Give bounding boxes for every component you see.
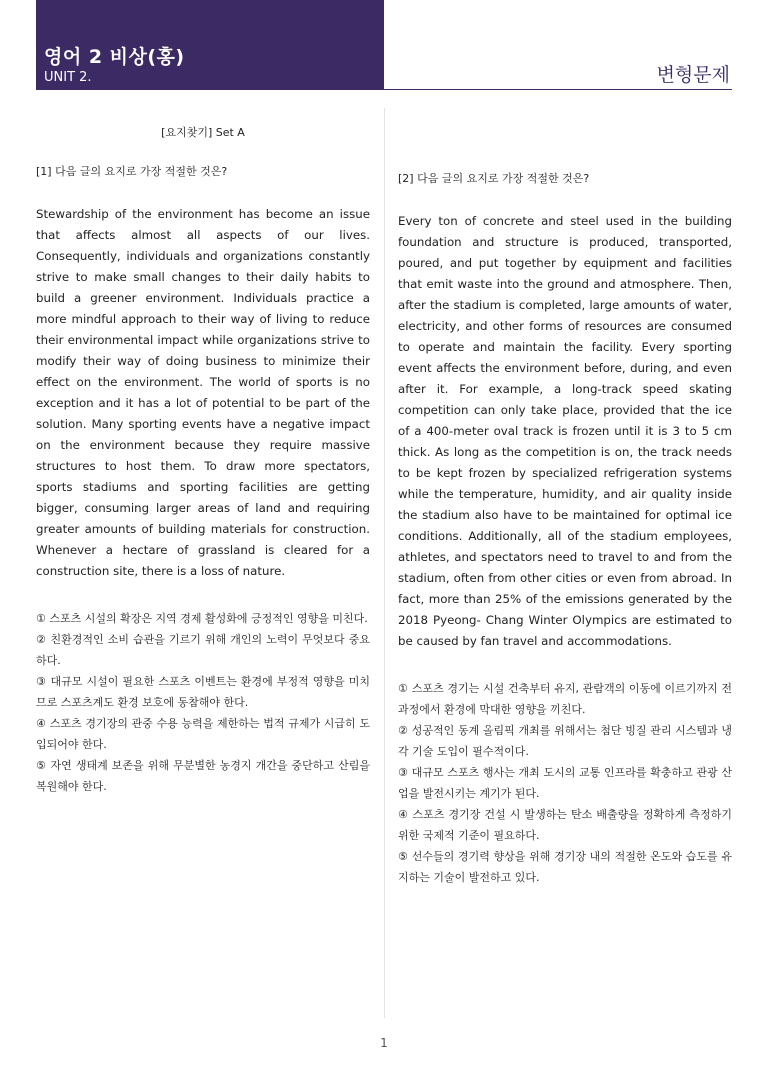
option-item: ③ 대규모 시설이 필요한 스포츠 이벤트는 환경에 부정적 영향을 미치므로 스포츠계도 환경 보호에 동참해야 한다. (36, 675, 370, 709)
option-item: ② 성공적인 동계 올림픽 개최를 위해서는 첨단 빙질 관리 시스템과 냉각 기술 도입이 필수적이다. (398, 724, 732, 758)
set-label: [요지찾기] Set A (161, 126, 245, 139)
option-item: ⑤ 선수들의 경기력 향상을 위해 경기장 내의 적절한 온도와 습도를 유지하는 기술이 발전하고 있다. (398, 850, 732, 884)
question-1: [1] 다음 글의 요지로 가장 적절한 것은? (36, 165, 228, 178)
option-item: ③ 대규모 스포츠 행사는 개최 도시의 교통 인프라를 확충하고 관광 산업을 발전시키는 계기가 된다. (398, 766, 732, 800)
left-column (36, 118, 370, 797)
options-1 (36, 608, 370, 797)
passage-2: Every ton of concrete and steel used in the building foundation and structure is produced, transported, poured, and put together by equipment and facilities that emit waste into the ground and atmosphere. Then, after the stadium is completed, large amounts of water, electricity, and other forms of resources are consumed to operate and maintain the facility. Every sporting event affects the environment before, during, and even after it. For example, a long-track speed skating competition can only take place, provided that the ice of a 400-meter oval track is frozen until it is 3 to 5 cm thick. As long as the competition is on, the track needs to be kept frozen by specialized refrigeration systems while the temperature, humidity, and air quality inside the stadium also have to be maintained for optimal ice conditions. Additionally, all of the stadium employees, athletes, and spectators need to travel to and from the stadium, often from other cities or even from abroad. In fact, more than 25% of the emissions generated by the 2018 Pyeong- Chang Winter Olympics are estimated to be caused by fan travel and accommodations. (398, 214, 732, 648)
right-column (398, 168, 732, 888)
question-2: [2] 다음 글의 요지로 가장 적절한 것은? (398, 172, 590, 185)
option-item: ⑤ 자연 생태계 보존을 위해 무분별한 농경지 개간을 중단하고 산림을 복원해야 한다. (36, 759, 370, 793)
column-divider (384, 108, 385, 1018)
page-number: 1 (380, 1036, 388, 1050)
passage-1: Stewardship of the environment has become an issue that affects almost all aspects of our lives. Consequently, individuals and organizations constantly strive to make small changes to their daily habits to build a greener environment. Individuals practice a more mindful approach to their way of living to reduce their environmental impact while organizations strive to modify their way of doing business to minimize their effect on the environment. The world of sports is no exception and it has a lot of potential to be part of the solution. Many sporting events have a negative impact on the environment because they require massive structures to host them. To draw more spectators, sports stadiums and sporting facilities are getting bigger, consuming larger areas of land and requiring greater amounts of building materials for construction. Whenever a hectare of grassland is cleared for a construction site, there is a loss of nature. (36, 207, 370, 578)
unit-label: UNIT 2. (44, 70, 92, 85)
section-title: 변형문제 (656, 64, 730, 86)
option-item: ① 스포츠 시설의 확장은 지역 경제 활성화에 긍정적인 영향을 미친다. (36, 612, 368, 625)
header-rule (384, 89, 732, 90)
option-item: ① 스포츠 경기는 시설 건축부터 유지, 관람객의 이동에 이르기까지 전 과정에서 환경에 막대한 영향을 끼친다. (398, 682, 732, 716)
textbook-title: 영어 2 비상(홍) (44, 46, 185, 68)
options-2 (398, 678, 732, 888)
option-item: ④ 스포츠 경기장 건설 시 발생하는 탄소 배출량을 정확하게 측정하기 위한 국제적 기준이 필요하다. (398, 808, 732, 842)
option-item: ② 친환경적인 소비 습관을 기르기 위해 개인의 노력이 무엇보다 중요하다. (36, 633, 370, 667)
option-item: ④ 스포츠 경기장의 관중 수용 능력을 제한하는 법적 규제가 시급히 도입되어야 한다. (36, 717, 370, 751)
